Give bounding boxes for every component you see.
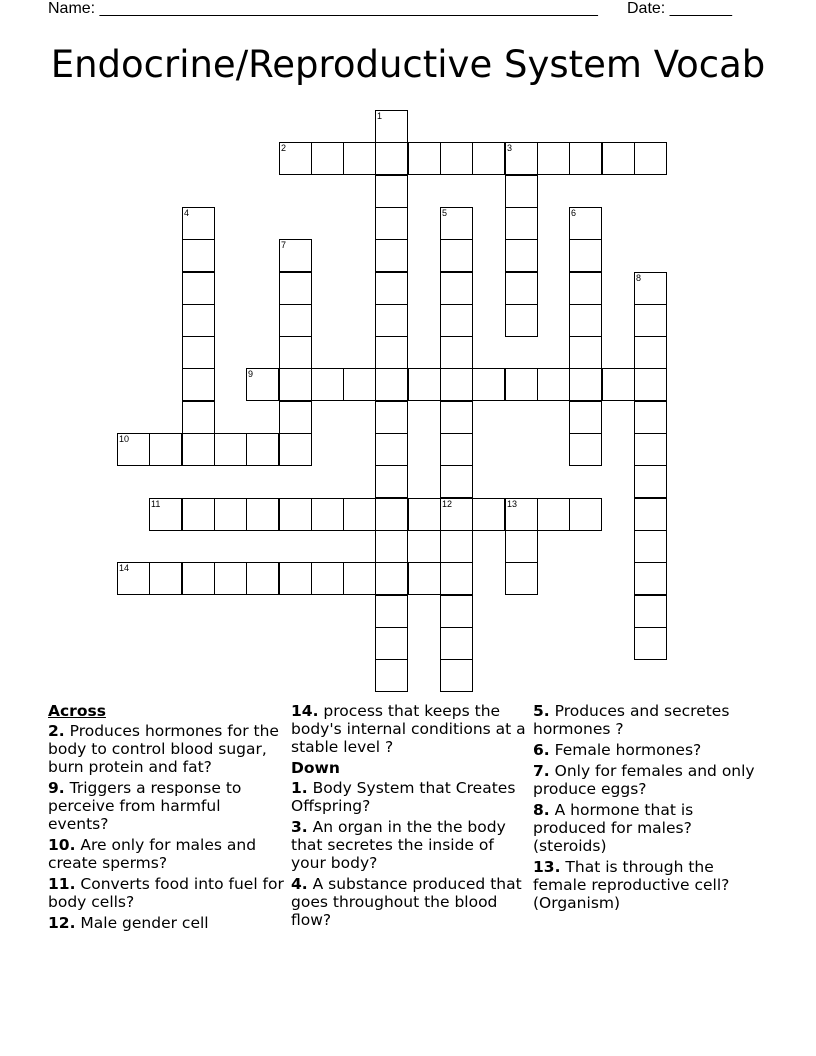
crossword-cell[interactable] (634, 272, 667, 305)
clue-across-12: 12. Male gender cell (48, 914, 209, 932)
crossword-cell[interactable] (117, 562, 150, 595)
crossword-cell[interactable] (472, 498, 505, 531)
crossword-cell[interactable] (375, 207, 408, 240)
crossword-cell[interactable] (343, 562, 376, 595)
crossword-cell[interactable] (279, 562, 312, 595)
crossword-cell[interactable] (602, 142, 635, 175)
clue-across-10: 10. Are only for males and create sperms? (48, 836, 257, 872)
crossword-cell[interactable] (634, 627, 667, 660)
crossword-cell[interactable] (569, 433, 602, 466)
crossword-cell[interactable] (440, 239, 473, 272)
cell-number: 2 (281, 143, 287, 153)
crossword-cell[interactable] (440, 530, 473, 563)
crossword-cell[interactable] (375, 175, 408, 208)
name-field[interactable]: Name: ________________________________________________________ (48, 0, 598, 17)
cell-number: 6 (571, 208, 577, 218)
crossword-cell[interactable] (408, 368, 441, 401)
crossword-cell[interactable] (505, 530, 538, 563)
crossword-cell[interactable] (246, 368, 279, 401)
cell-number: 14 (119, 563, 130, 573)
crossword-cell[interactable] (375, 368, 408, 401)
crossword-cell[interactable] (182, 401, 215, 434)
crossword-cell[interactable] (182, 239, 215, 272)
crossword-cell[interactable] (634, 465, 667, 498)
clue-down-1: 1. Body System that Creates Offspring? (291, 779, 516, 815)
crossword-cell[interactable] (182, 336, 215, 369)
crossword-cell[interactable] (117, 433, 150, 466)
crossword-cell[interactable] (375, 530, 408, 563)
crossword-cell[interactable] (279, 142, 312, 175)
crossword-cell[interactable] (375, 433, 408, 466)
crossword-cell[interactable] (279, 433, 312, 466)
clue-across-2: 2. Produces hormones for the body to control blood sugar, burn protein and fat? (48, 722, 279, 776)
crossword-cell[interactable] (440, 498, 473, 531)
crossword-cell[interactable] (440, 304, 473, 337)
clue-down-6: 6. Female hormones? (533, 741, 702, 759)
crossword-cell[interactable] (440, 562, 473, 595)
crossword-cell[interactable] (569, 207, 602, 240)
crossword-cell[interactable] (634, 401, 667, 434)
crossword-cell[interactable] (408, 142, 441, 175)
clue-down-4: 4. A substance produced that goes throughout the blood flow? (291, 875, 522, 929)
crossword-cell[interactable] (634, 433, 667, 466)
crossword-cell[interactable] (440, 272, 473, 305)
crossword-cell[interactable] (343, 142, 376, 175)
crossword-cell[interactable] (505, 142, 538, 175)
crossword-cell[interactable] (505, 368, 538, 401)
crossword-cell[interactable] (472, 142, 505, 175)
crossword-cell[interactable] (634, 595, 667, 628)
clue-across-9: 9. Triggers a response to perceive from harmful events? (48, 779, 242, 833)
crossword-cell[interactable] (440, 336, 473, 369)
crossword-cell[interactable] (569, 142, 602, 175)
crossword-cell[interactable] (440, 368, 473, 401)
crossword-cell[interactable] (375, 627, 408, 660)
crossword-cell[interactable] (408, 562, 441, 595)
crossword-cell[interactable] (440, 433, 473, 466)
crossword-cell[interactable] (182, 207, 215, 240)
clue-down-8: 8. A hormone that is produced for males? (steroids) (533, 801, 694, 855)
crossword-cell[interactable] (537, 368, 570, 401)
crossword-cell[interactable] (375, 110, 408, 143)
crossword-cell[interactable] (569, 498, 602, 531)
crossword-cell[interactable] (246, 562, 279, 595)
clue-column-1 (48, 702, 284, 935)
crossword-cell[interactable] (279, 401, 312, 434)
crossword-cell[interactable] (440, 465, 473, 498)
crossword-cell[interactable] (569, 368, 602, 401)
crossword-cell[interactable] (505, 175, 538, 208)
crossword-cell[interactable] (375, 498, 408, 531)
crossword-cell[interactable] (569, 401, 602, 434)
date-field[interactable]: Date: _______ (627, 0, 732, 17)
clue-column-3 (533, 702, 769, 915)
crossword-cell[interactable] (505, 207, 538, 240)
crossword-cell[interactable] (375, 304, 408, 337)
crossword-cell[interactable] (569, 272, 602, 305)
crossword-cell[interactable] (375, 142, 408, 175)
crossword-cell[interactable] (375, 595, 408, 628)
crossword-cell[interactable] (634, 336, 667, 369)
crossword-cell[interactable] (440, 207, 473, 240)
crossword-cell[interactable] (634, 304, 667, 337)
crossword-cell[interactable] (440, 659, 473, 692)
crossword-cell[interactable] (279, 239, 312, 272)
crossword-cell[interactable] (311, 368, 344, 401)
cell-number: 8 (636, 273, 642, 283)
crossword-cell[interactable] (182, 272, 215, 305)
crossword-cell[interactable] (311, 498, 344, 531)
cell-number: 7 (281, 240, 287, 250)
crossword-cell[interactable] (505, 562, 538, 595)
crossword-cell[interactable] (440, 595, 473, 628)
crossword-cell[interactable] (375, 659, 408, 692)
cell-number: 1 (377, 111, 383, 121)
cell-number: 13 (507, 499, 518, 509)
across-heading: Across (48, 702, 106, 720)
crossword-cell[interactable] (634, 368, 667, 401)
crossword-cell[interactable] (634, 530, 667, 563)
clue-down-3: 3. An organ in the the body that secretes the inside of your body? (291, 818, 506, 872)
cell-number: 4 (184, 208, 190, 218)
crossword-cell[interactable] (634, 498, 667, 531)
crossword-cell[interactable] (214, 433, 247, 466)
crossword-cell[interactable] (375, 401, 408, 434)
clue-across-11: 11. Converts food into fuel for body cells? (48, 875, 284, 911)
crossword-cell[interactable] (537, 142, 570, 175)
crossword-cell[interactable] (634, 562, 667, 595)
clue-down-5: 5. Produces and secretes hormones ? (533, 702, 730, 738)
cell-number: 5 (442, 208, 448, 218)
crossword-cell[interactable] (182, 433, 215, 466)
crossword-cell[interactable] (182, 368, 215, 401)
down-heading: Down (291, 759, 340, 777)
crossword-cell[interactable] (440, 142, 473, 175)
crossword-cell[interactable] (279, 368, 312, 401)
cell-number: 3 (507, 143, 513, 153)
cell-number: 9 (248, 369, 254, 379)
crossword-cell[interactable] (149, 562, 182, 595)
crossword-cell[interactable] (375, 465, 408, 498)
crossword-cell[interactable] (440, 627, 473, 660)
crossword-cell[interactable] (246, 433, 279, 466)
crossword-cell[interactable] (569, 304, 602, 337)
clue-down-13: 13. That is through the female reproductive cell? (Organism) (533, 858, 730, 912)
clue-across-14: 14. process that keeps the body's internal conditions at a stable level ? (291, 702, 526, 756)
cell-number: 12 (442, 499, 453, 509)
crossword-cell[interactable] (311, 142, 344, 175)
crossword-cell[interactable] (408, 498, 441, 531)
crossword-cell[interactable] (375, 336, 408, 369)
crossword-cell[interactable] (537, 498, 570, 531)
crossword-cell[interactable] (279, 498, 312, 531)
crossword-cell[interactable] (569, 239, 602, 272)
crossword-cell[interactable] (182, 498, 215, 531)
cell-number: 11 (151, 499, 161, 509)
crossword-cell[interactable] (182, 304, 215, 337)
crossword-cell[interactable] (311, 562, 344, 595)
crossword-cell[interactable] (602, 368, 635, 401)
clue-down-7: 7. Only for females and only produce eggs? (533, 762, 755, 798)
crossword-cell[interactable] (149, 433, 182, 466)
crossword-cell[interactable] (149, 498, 182, 531)
crossword-cell[interactable] (505, 304, 538, 337)
crossword-cell[interactable] (343, 368, 376, 401)
crossword-cell[interactable] (246, 498, 279, 531)
cell-number: 10 (119, 434, 130, 444)
crossword-cell[interactable] (375, 562, 408, 595)
crossword-cell[interactable] (505, 498, 538, 531)
crossword-cell[interactable] (279, 304, 312, 337)
crossword-cell[interactable] (505, 272, 538, 305)
crossword-cell[interactable] (214, 562, 247, 595)
crossword-cell[interactable] (343, 498, 376, 531)
crossword-cell[interactable] (182, 562, 215, 595)
crossword-cell[interactable] (279, 336, 312, 369)
page-title: Endocrine/Reproductive System Vocab (50, 43, 766, 86)
crossword-cell[interactable] (440, 401, 473, 434)
crossword-cell[interactable] (279, 272, 312, 305)
crossword-cell[interactable] (505, 239, 538, 272)
clue-column-2 (291, 702, 527, 932)
crossword-cell[interactable] (375, 272, 408, 305)
crossword-cell[interactable] (634, 142, 667, 175)
crossword-cell[interactable] (569, 336, 602, 369)
crossword-cell[interactable] (472, 368, 505, 401)
crossword-cell[interactable] (375, 239, 408, 272)
crossword-cell[interactable] (214, 498, 247, 531)
